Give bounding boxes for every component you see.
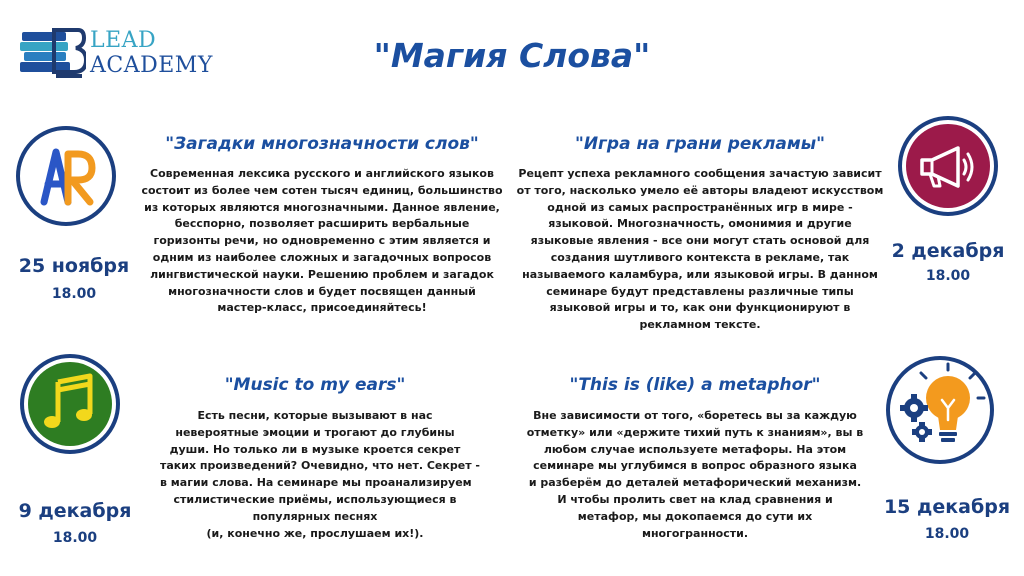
event-4-line: И чтобы пролить свет на клад сравнения и <box>557 492 833 506</box>
event-3-time: 18.00 <box>52 530 98 546</box>
event-2-line: семинаре будут представлены различные типы <box>546 284 854 298</box>
lightbulb-gears-icon <box>890 360 990 460</box>
letters-ar-icon <box>20 130 112 222</box>
event-2-icon-badge <box>898 116 998 216</box>
event-2-line: языковой. Многозначность, омонимия и другие <box>548 217 852 231</box>
event-3-date: 9 декабря <box>18 500 132 522</box>
event-4-title: "This is (like) a metaphor" <box>569 375 821 395</box>
event-3-line: популярных песнях <box>252 509 378 523</box>
event-1-line: Современная лексика русского и английского языков <box>150 167 494 180</box>
event-2-line: языковые явления - все они могут стать основой для <box>530 234 870 248</box>
event-1-title: "Загадки многозначности слов" <box>165 134 479 154</box>
event-3-line: стилистические приёмы, использующиеся в <box>173 492 457 506</box>
event-4-date: 15 декабря <box>883 496 1011 518</box>
event-3-line: невероятные эмоции и трогают до глубины <box>175 425 455 439</box>
event-1-line: из которых являются многозначными. Данное явление, <box>144 200 500 214</box>
event-4-line: многогранности. <box>641 526 749 540</box>
event-1-line: многозначности слов и будет посвящен данный <box>168 284 476 298</box>
event-4-line: любом случае используете метафоры. На этом <box>543 442 847 456</box>
event-1-line: горизонты речи, но одновременно с этим является и <box>153 234 491 248</box>
event-1-time: 18.00 <box>51 286 97 302</box>
event-2-date: 2 декабря <box>891 240 1005 262</box>
event-2-line: языковой игры и то, как они функционируют в <box>549 301 851 315</box>
event-3-line: в магии слова. На семинаре мы проанализируем <box>160 476 472 490</box>
logo-line-academy: ACADEMY <box>90 53 213 78</box>
event-1-icon-badge <box>16 126 116 226</box>
event-2-line: от того, насколько умело её авторы владеют искусством <box>516 183 884 197</box>
event-3-title: "Music to my ears" <box>224 375 406 395</box>
event-4-line: отметку» или «держите тихий путь к знаниям», вы в <box>526 425 864 439</box>
event-2-line: рекламном тексте. <box>639 318 761 332</box>
event-1-line: бесспорно, позволяет расширить вербальные <box>174 217 470 231</box>
event-3-line: таких произведений? Очевидно, что нет. Секрет - <box>160 459 480 473</box>
event-2-line: Рецепт успеха рекламного сообщения зачастую зависит <box>518 167 882 180</box>
event-4-icon-badge <box>886 356 994 464</box>
event-4-time: 18.00 <box>924 526 970 542</box>
event-4-line: семинаре мы углубимся в вопрос образного языка <box>533 459 857 473</box>
event-2-line: создания шутливого контекста в рекламе, так <box>550 250 850 264</box>
event-1-date: 25 ноября <box>18 255 130 277</box>
event-1-description <box>130 166 514 317</box>
event-3-description <box>160 408 480 542</box>
page-title: "Магия Слова" <box>373 36 651 75</box>
logo-line-lead: LEAD <box>90 28 157 53</box>
event-1-line: одним из наиболее сложных и загадочных вопросов <box>152 250 492 264</box>
event-1-line: состоит из более чем сотен тысяч единиц, большинство <box>141 183 503 197</box>
event-2-title: "Игра на грани рекламы" <box>574 134 826 154</box>
megaphone-icon <box>902 120 994 212</box>
event-4-line: метафор, мы докопаемся до сути их <box>577 509 813 523</box>
event-1-line: мастер-класс, присоединяйтесь! <box>217 301 427 315</box>
event-2-time: 18.00 <box>925 268 971 284</box>
event-2-line: называемого каламбура, или языковой игры. В данном <box>522 267 878 281</box>
event-4-description <box>520 408 870 542</box>
event-4-line: и разберём до деталей метафорический механизм. <box>528 476 862 490</box>
event-1-line: лингвистической науки. Решению проблем и загадок <box>150 267 494 281</box>
event-4-line: Вне зависимости от того, «боретесь вы за каждую <box>533 409 857 422</box>
event-3-line: души. Но только ли в музыке кроется секрет <box>169 442 461 456</box>
event-3-line: (и, конечно же, прослушаем их!). <box>206 526 424 540</box>
music-note-icon <box>24 358 116 450</box>
event-3-line: Есть песни, которые вызывают в нас <box>197 409 433 422</box>
event-2-description <box>510 166 890 334</box>
event-3-icon-badge <box>20 354 120 454</box>
event-2-line: одной из самых распространённых игр в мире - <box>547 200 853 214</box>
